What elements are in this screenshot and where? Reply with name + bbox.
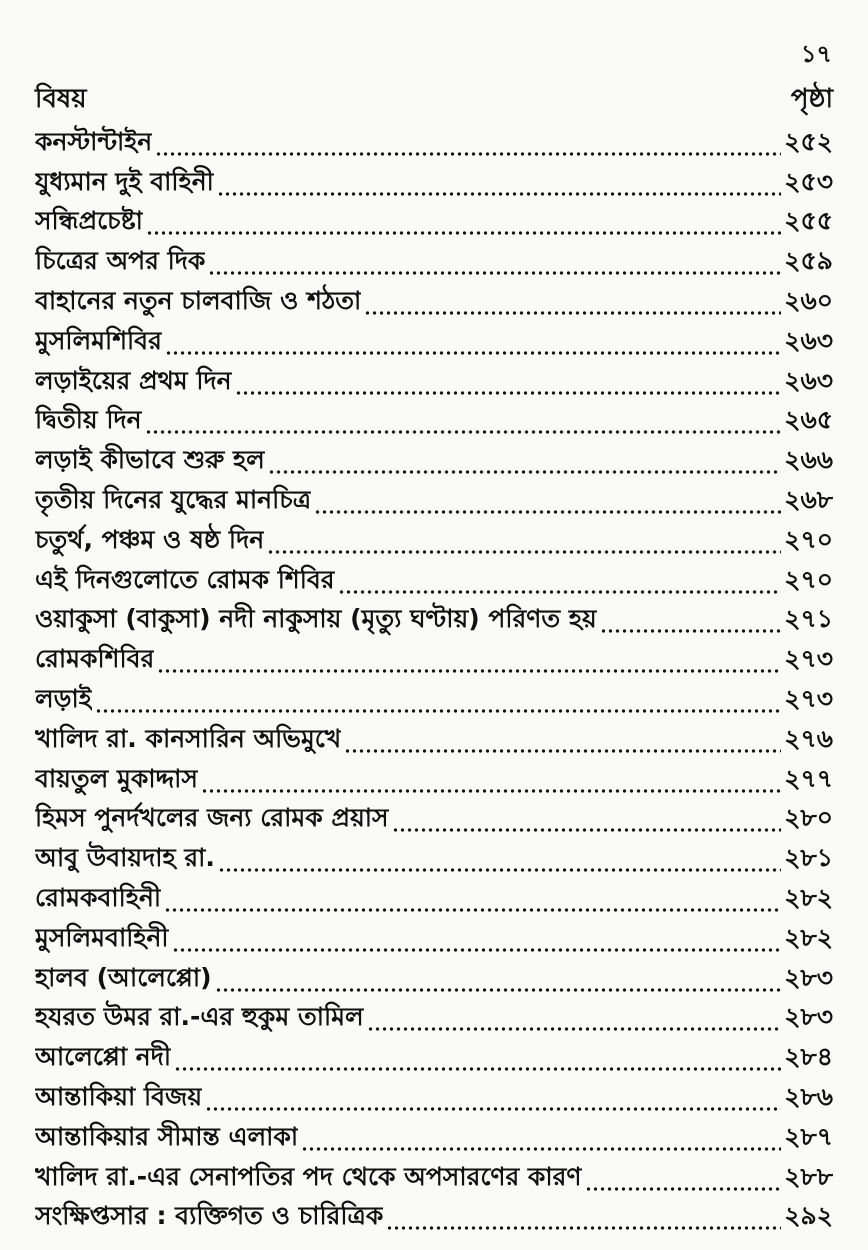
toc-entry <box>35 1080 833 1120</box>
dot-leader <box>157 667 781 675</box>
toc-entry <box>35 125 833 165</box>
page-column-label: পৃষ্ঠা <box>790 84 833 114</box>
toc-header <box>35 84 833 122</box>
toc-entry-title: আলেপ্পো নদী <box>35 1042 172 1072</box>
toc-entry-title: হালব (আলেপ্পো) <box>35 962 212 992</box>
dot-leader <box>585 1185 782 1193</box>
toc-entry-title: রোমকবাহিনী <box>35 882 162 912</box>
toc-entry-page: ২৫৩ <box>784 166 833 196</box>
toc-entry <box>35 881 833 921</box>
toc-entry <box>35 284 833 324</box>
toc-entry <box>35 404 833 444</box>
toc-entry <box>35 364 833 404</box>
toc-entry-page: ২৮৬ <box>784 1081 833 1111</box>
toc-entry-title: খালিদ রা.-এর সেনাপতির পদ থেকে অপসারণের কারণ <box>35 1161 582 1191</box>
dot-leader <box>267 548 781 556</box>
toc-entry-title: ওয়াকুসা (বাকুসা) নদী নাকুসায় (মৃত্যু ঘণ্টায়) পরিণত হয় <box>35 604 597 634</box>
toc-entry-page: ২৭৩ <box>784 683 833 713</box>
toc-entry <box>35 205 833 245</box>
toc-entry <box>35 443 833 483</box>
toc-entry-title: দ্বিতীয় দিন <box>35 405 142 435</box>
dot-leader <box>301 1145 781 1153</box>
dot-leader <box>165 349 781 357</box>
toc-entry-title: তৃতীয় দিনের যুদ্ধের মানচিত্র <box>35 484 312 514</box>
dot-leader <box>600 627 782 635</box>
toc-entry-title: বাহানের নতুন চালবাজি ও শঠতা <box>35 285 362 315</box>
toc-entry-title: খালিদ রা. কানসারিন অভিমুখে <box>35 723 342 753</box>
toc-entry-title: লড়াই কীভাবে শুরু হল <box>35 445 265 475</box>
page-number: ১৭ <box>800 40 832 68</box>
toc-entry-title: যুধ্যমান দুই বাহিনী <box>35 166 214 196</box>
dot-leader <box>145 428 782 436</box>
toc-entry <box>35 603 833 643</box>
toc-entry <box>35 324 833 364</box>
toc-entry <box>35 682 833 722</box>
toc-entry-title: এই দিনগুলোতে রোমক শিবির <box>35 564 335 594</box>
dot-leader <box>208 269 781 277</box>
toc-entry-page: ২৫২ <box>784 126 833 156</box>
dot-leader <box>146 229 781 237</box>
dot-leader <box>314 508 781 516</box>
toc-entry <box>35 1040 833 1080</box>
toc-entry-page: ২৬৮ <box>784 484 833 514</box>
toc-entry-title: সংক্ষিপ্তসার : ব্যক্তিগত ও চারিত্রিক <box>35 1201 384 1231</box>
toc-entry <box>35 1001 833 1041</box>
toc-entry-title: আন্তাকিয়া বিজয় <box>35 1081 203 1111</box>
table-of-contents <box>35 125 833 1239</box>
toc-entry-page: ২৭৩ <box>784 644 833 674</box>
dot-leader <box>174 1065 781 1073</box>
toc-entry-page: ২৫৫ <box>784 206 833 236</box>
dot-leader <box>235 389 782 397</box>
toc-entry <box>35 802 833 842</box>
toc-entry-page: ২৯২ <box>784 1201 833 1231</box>
toc-entry-page: ২৮৪ <box>784 1042 833 1072</box>
toc-entry-title: লড়াইয়ের প্রথম দিন <box>35 365 232 395</box>
dot-leader <box>268 468 781 476</box>
toc-entry-title: হিমস পুনর্দখলের জন্য রোমক প্রয়াস <box>35 803 389 833</box>
toc-entry-page: ২৮৩ <box>784 1002 833 1032</box>
toc-entry <box>35 244 833 284</box>
toc-entry-title: আবু উবায়দাহ রা. <box>35 843 215 873</box>
toc-entry <box>35 841 833 881</box>
toc-entry <box>35 523 833 563</box>
toc-entry <box>35 1120 833 1160</box>
dot-leader <box>364 309 781 317</box>
toc-entry-title: চতুর্থ, পঞ্চম ও ষষ্ঠ দিন <box>35 524 265 554</box>
dot-leader <box>392 826 782 834</box>
toc-entry-page: ২৭৭ <box>784 763 833 793</box>
dot-leader <box>172 946 782 954</box>
toc-entry-page: ২৮০ <box>784 803 833 833</box>
toc-entry <box>35 921 833 961</box>
toc-entry <box>35 1160 833 1200</box>
toc-entry <box>35 642 833 682</box>
toc-entry-page: ২৮৩ <box>784 962 833 992</box>
toc-entry <box>35 722 833 762</box>
toc-entry-page: ২৮২ <box>784 882 833 912</box>
toc-entry-title: রোমকশিবির <box>35 644 155 674</box>
dot-leader <box>217 190 781 198</box>
toc-entry-title: চিত্রের অপর দিক <box>35 246 206 276</box>
toc-entry-page: ২৫৯ <box>784 246 833 276</box>
toc-entry-page: ২৮১ <box>784 843 833 873</box>
toc-entry-page: ২৬৩ <box>784 325 833 355</box>
toc-entry-page: ২৮৮ <box>784 1161 833 1191</box>
dot-leader <box>344 747 781 755</box>
toc-entry-page: ২৭৬ <box>784 723 833 753</box>
toc-entry-page: ২৬০ <box>784 285 833 315</box>
toc-entry-title: বায়তুল মুকাদ্দাস <box>35 763 198 793</box>
toc-entry-title: লড়াই <box>35 683 92 713</box>
toc-entry-page: ২৬৬ <box>784 445 833 475</box>
toc-entry <box>35 762 833 802</box>
dot-leader <box>338 588 782 596</box>
toc-entry-page: ২৬৫ <box>784 405 833 435</box>
toc-entry-page: ২৮২ <box>784 922 833 952</box>
toc-entry <box>35 1200 833 1240</box>
toc-entry <box>35 563 833 603</box>
toc-entry-title: মুসলিমবাহিনী <box>35 922 169 952</box>
dot-leader <box>386 1224 781 1232</box>
toc-entry <box>35 483 833 523</box>
dot-leader <box>367 1025 782 1033</box>
toc-entry-title: কনস্টান্টাইন <box>35 126 153 156</box>
toc-entry-title: আন্তাকিয়ার সীমান্ত এলাকা <box>35 1121 299 1151</box>
toc-entry-page: ২৮৭ <box>784 1121 833 1151</box>
dot-leader <box>205 1105 781 1113</box>
dot-leader <box>218 866 781 874</box>
toc-entry <box>35 961 833 1001</box>
toc-entry <box>35 165 833 205</box>
toc-entry-title: মুসলিমশিবির <box>35 325 162 355</box>
toc-entry-page: ২৭০ <box>784 524 833 554</box>
dot-leader <box>164 906 781 914</box>
toc-entry-title: সন্ধিপ্রচেষ্টা <box>35 206 143 236</box>
toc-entry-page: ২৬৩ <box>784 365 833 395</box>
toc-entry-page: ২৭১ <box>784 604 833 634</box>
dot-leader <box>215 986 782 994</box>
dot-leader <box>95 707 782 715</box>
topic-column-label: বিষয় <box>35 84 87 114</box>
toc-entry-page: ২৭০ <box>784 564 833 594</box>
dot-leader <box>155 150 781 158</box>
toc-entry-title: হযরত উমর রা.-এর হুকুম তামিল <box>35 1002 364 1032</box>
dot-leader <box>201 787 781 795</box>
